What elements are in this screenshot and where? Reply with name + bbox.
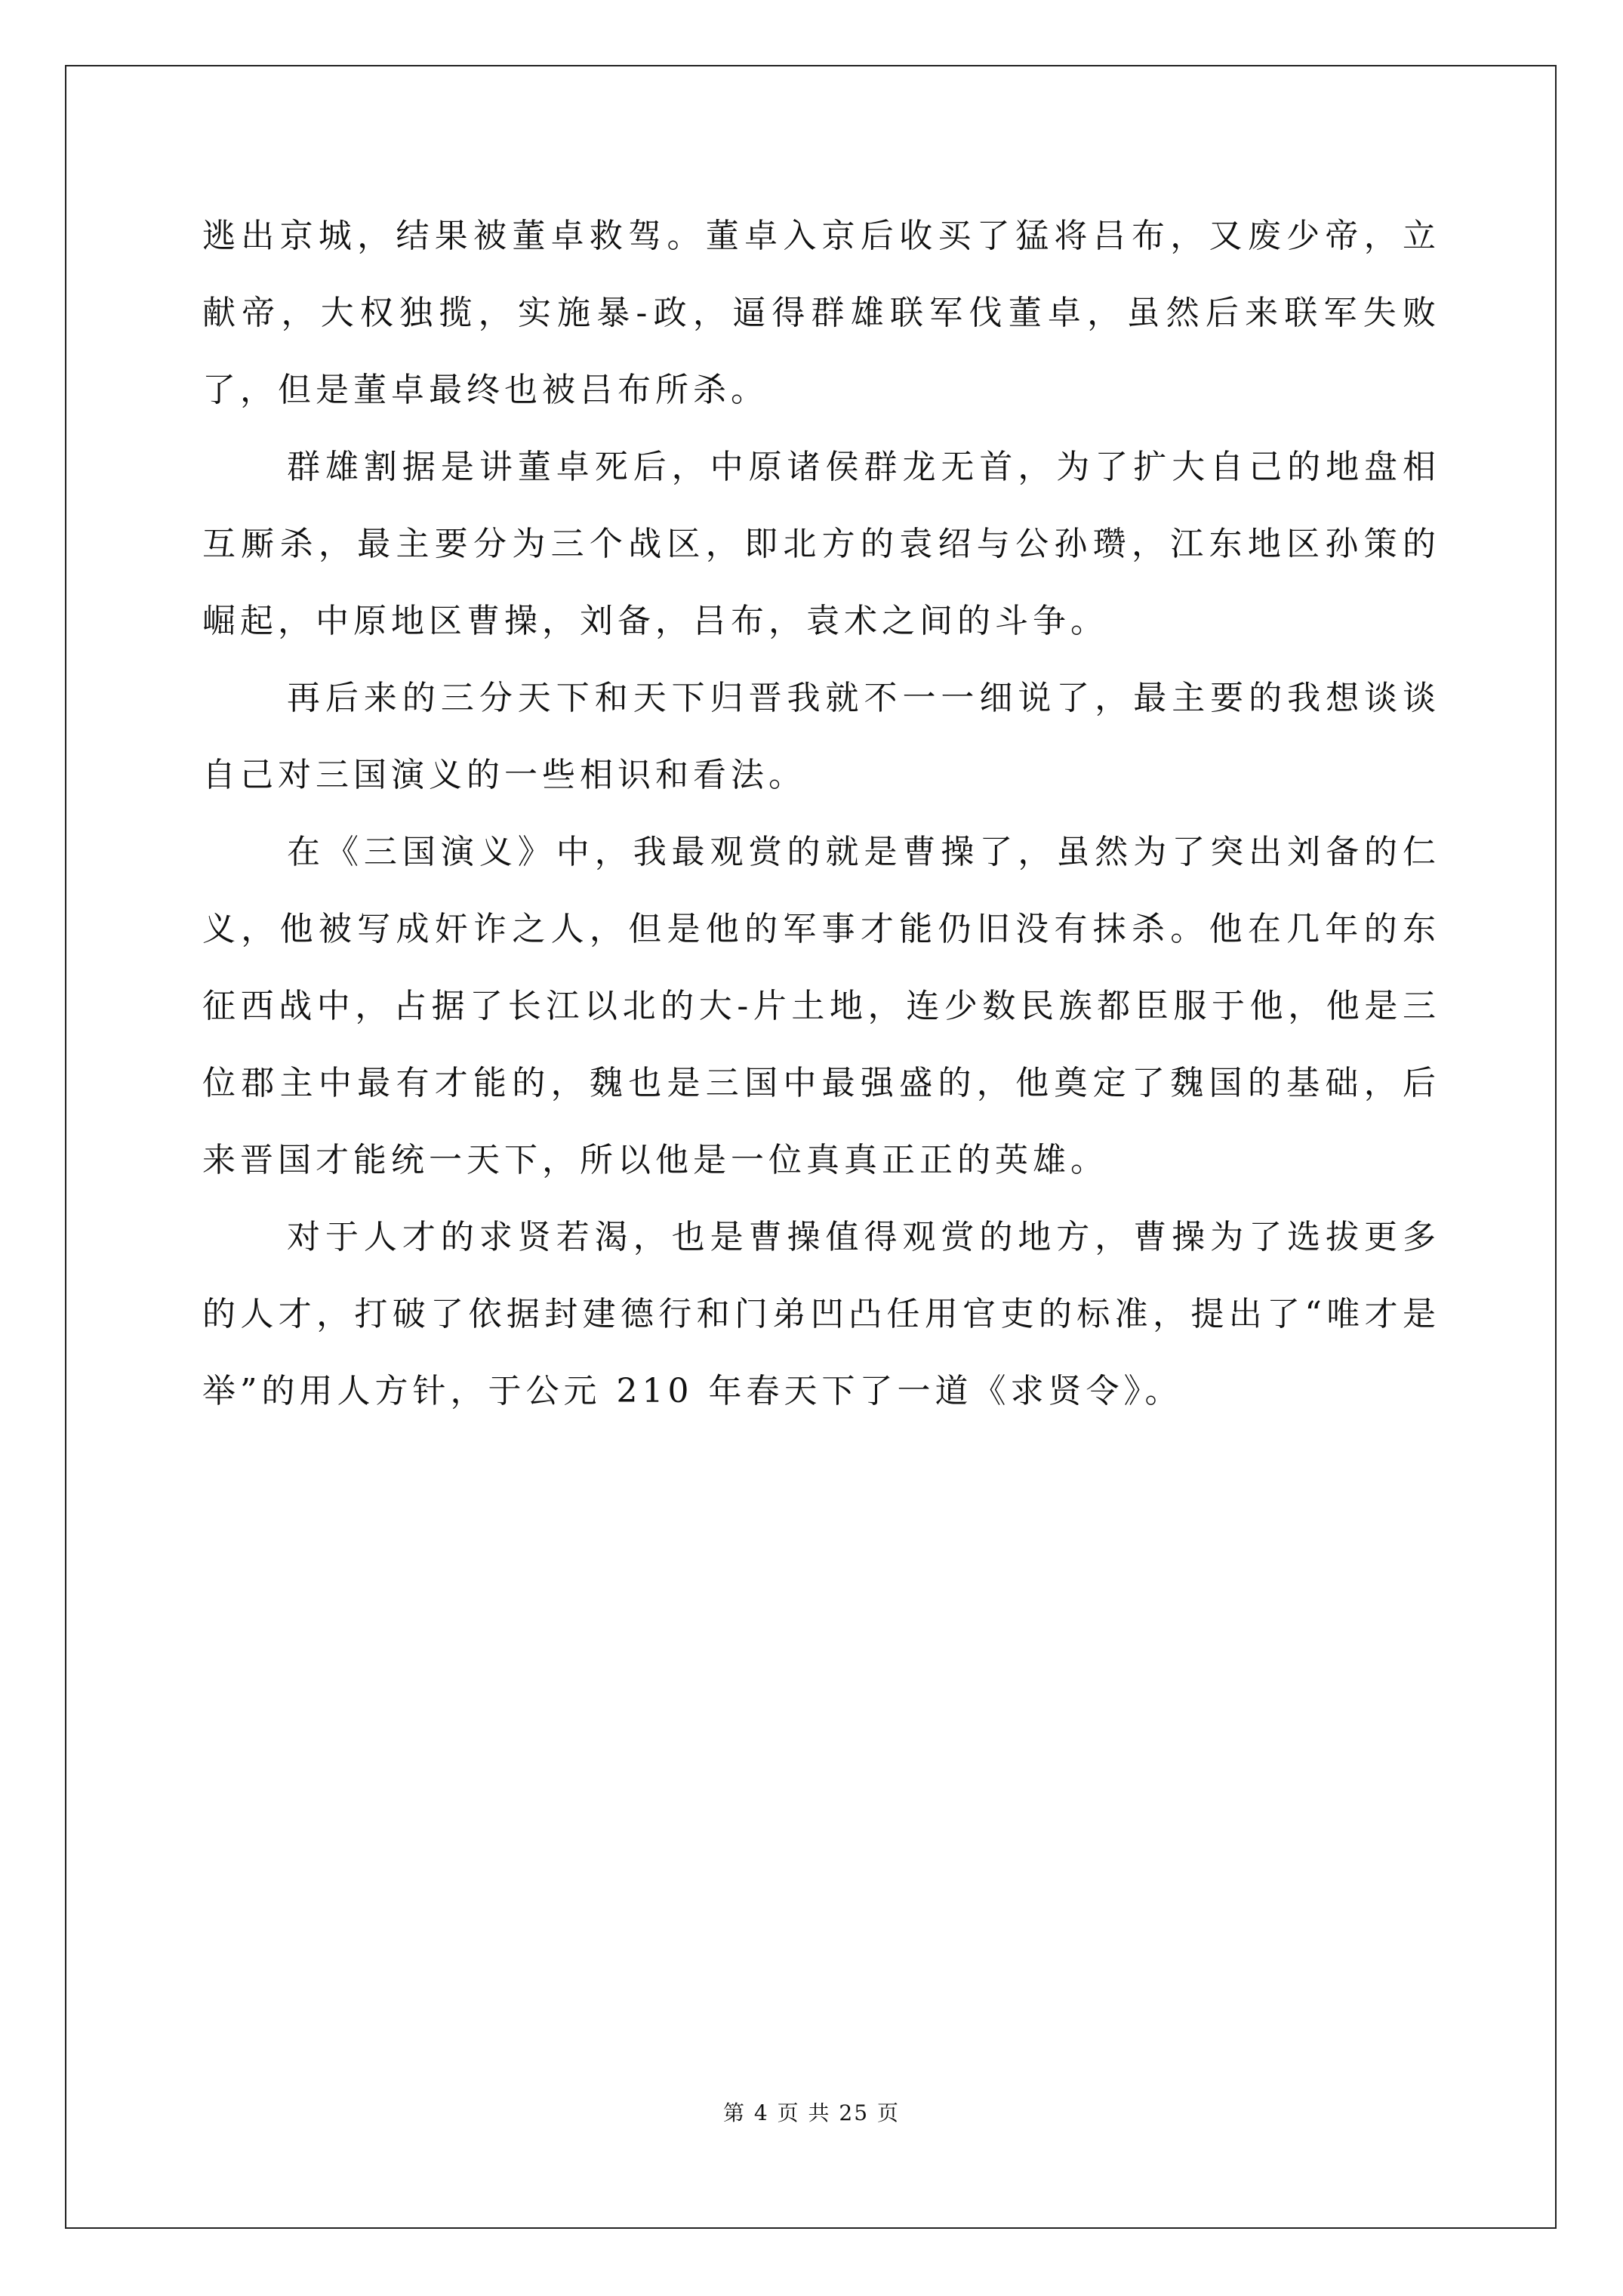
paragraph-4: 在《三国演义》中，我最观赏的就是曹操了，虽然为了突出刘备的仁义，他被写成奸诈之人，但是他的军事才能仍旧没有抹杀。他在几年的东征西战中，占据了长江以北的大-片土地，连少数民族都臣服于他，他是三位郡主中最有才能的，魏也是三国中最强盛的，他奠定了魏国的基础，后来晋国才能统一天下，所以他是一位真真正正的英雄。 xyxy=(202,833,1440,1179)
paragraph-5: 对于人才的求贤若渴，也是曹操值得观赏的地方，曹操为了选拔更多的人才，打破了依据封建德行和门弟凹凸任用官吏的标准，提出了“唯才是举”的用人方针，于公元 210 年春天下了一道《求贤令》。 xyxy=(202,1218,1440,1410)
page-number-footer: 第 4 页 共 25 页 xyxy=(723,2100,900,2125)
paragraph-1: 逃出京城，结果被董卓救驾。董卓入京后收买了猛将吕布，又废少帝，立献帝，大权独揽，实施暴-政，逼得群雄联军伐董卓，虽然后来联军失败了，但是董卓最终也被吕布所杀。 xyxy=(202,217,1440,409)
paragraph-2: 群雄割据是讲董卓死后，中原诸侯群龙无首，为了扩大自己的地盘相互厮杀，最主要分为三个战区，即北方的袁绍与公孙瓒，江东地区孙策的崛起，中原地区曹操，刘备，吕布，袁术之间的斗争。 xyxy=(202,448,1440,640)
document-body xyxy=(202,198,1440,1430)
paragraph-3: 再后来的三分天下和天下归晋我就不一一细说了，最主要的我想谈谈自己对三国演义的一些相识和看法。 xyxy=(202,679,1440,794)
